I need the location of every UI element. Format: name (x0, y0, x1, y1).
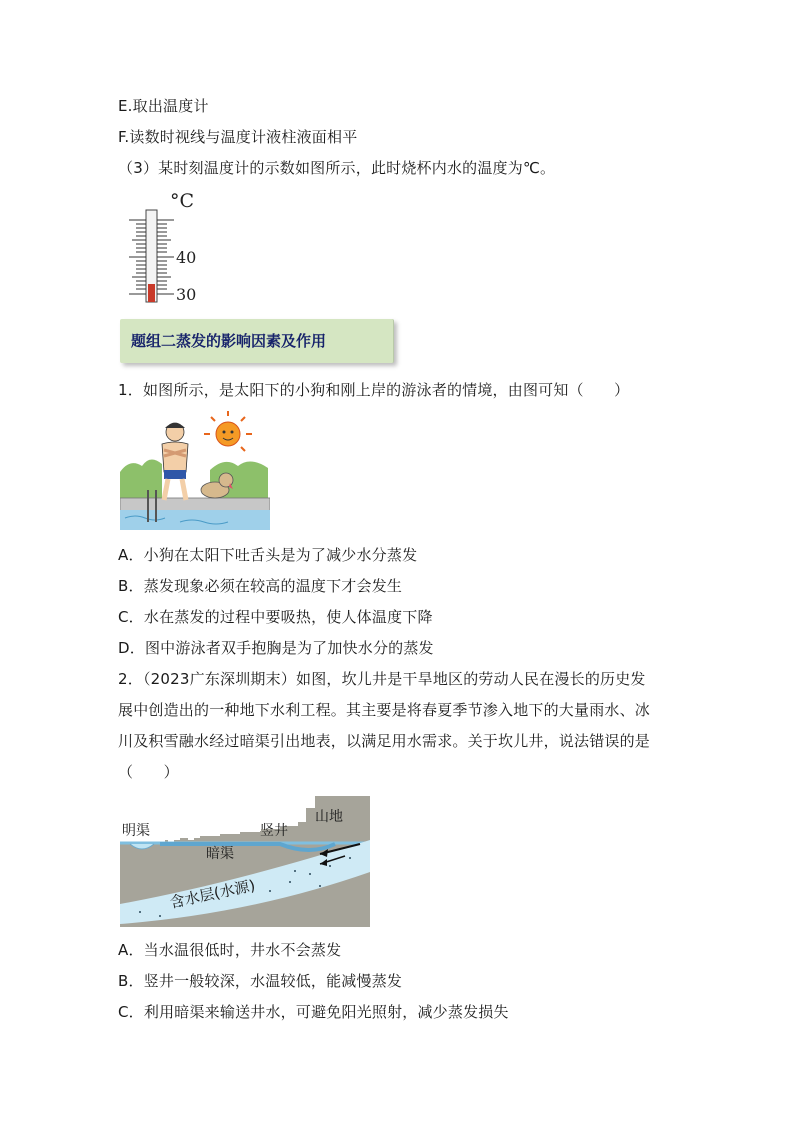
thermometer-label-40: 40 (176, 248, 197, 267)
thermometer-figure (126, 190, 216, 305)
q2-stem-line-4: （ ） (118, 763, 179, 781)
label-hanshuiceng: 含水层(水源) (168, 876, 257, 912)
label-shandi: 山地 (315, 809, 343, 825)
q2-option-c: C．利用暗渠来输送井水，可避免阳光照射，减少蒸发损失 (118, 1003, 509, 1021)
swimmer-dog-figure (120, 410, 270, 530)
mercury-column (148, 284, 155, 302)
option-e: E.取出温度计 (118, 97, 209, 115)
karez-figure (120, 796, 370, 927)
q1-option-a: A．小狗在太阳下吐舌头是为了减少水分蒸发 (118, 546, 418, 564)
section-title: 题组二蒸发的影响因素及作用 (131, 332, 327, 350)
swimmer-dog-drawing (120, 410, 270, 530)
q1-option-b: B．蒸发现象必须在较高的温度下才会发生 (118, 577, 403, 595)
q1-stem: 1．如图所示，是太阳下的小狗和刚上岸的游泳者的情境，由图可知（ ） (118, 381, 630, 399)
thermometer-unit: °C (170, 190, 195, 212)
q2-stem-line-3: 川及积雪融水经过暗渠引出地表，以满足用水需求。关于坎儿井，说法错误的是 (118, 732, 651, 750)
q2-option-a: A．当水温很低时，井水不会蒸发 (118, 941, 342, 959)
label-shujing: 竖井 (260, 823, 288, 839)
q2-stem-line-2: 展中创造出的一种地下水利工程。其主要是将春夏季节渗入地下的大量雨水、冰 (118, 701, 651, 719)
question-3: （3）某时刻温度计的示数如图所示，此时烧杯内水的温度为℃。 (118, 159, 556, 177)
q1-option-c: C．水在蒸发的过程中要吸热，使人体温度下降 (118, 608, 433, 626)
section-banner (120, 319, 394, 363)
q1-option-d: D．图中游泳者双手抱胸是为了加快水分的蒸发 (118, 639, 434, 657)
q2-stem-line-1: 2．（2023广东深圳期末）如图，坎儿井是干旱地区的劳动人民在漫长的历史发 (118, 670, 646, 688)
label-mingqu: 明渠 (122, 823, 150, 839)
thermometer-label-30: 30 (176, 285, 197, 304)
label-anqu: 暗渠 (206, 846, 234, 862)
q2-option-b: B．竖井一般较深，水温较低，能减慢蒸发 (118, 972, 403, 990)
option-f: F.读数时视线与温度计液柱液面相平 (118, 128, 358, 146)
